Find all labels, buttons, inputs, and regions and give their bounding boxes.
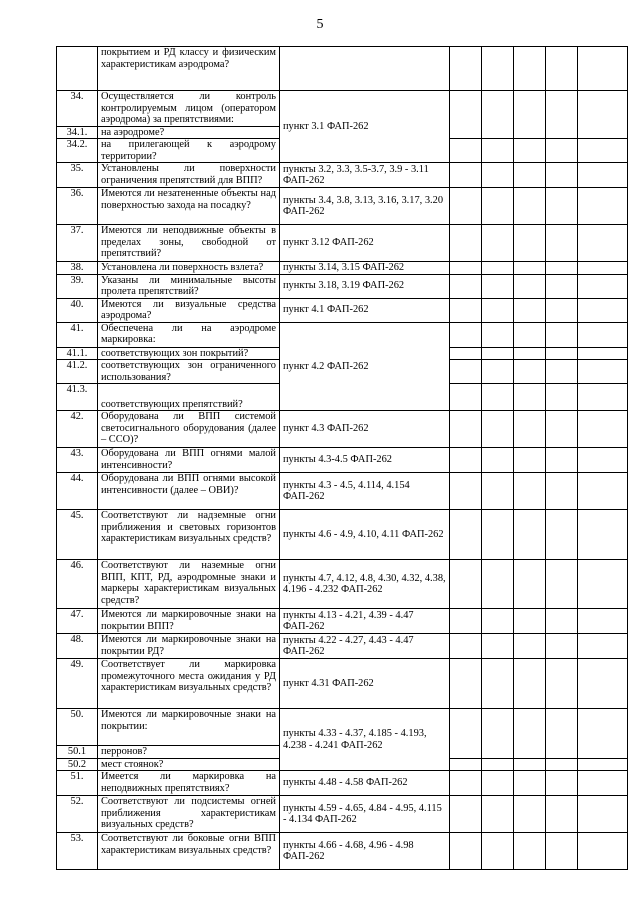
- row-question: Оборудована ли ВПП огнями высокой интенсивности (далее – ОВИ)?: [98, 473, 280, 510]
- answer-cell-notes: [578, 796, 628, 833]
- answer-cell-notes: [578, 448, 628, 473]
- answer-cell-no: [482, 411, 514, 448]
- table-row: [57, 298, 628, 322]
- answer-cell-yes: [450, 47, 482, 91]
- table-row: [57, 188, 628, 225]
- answer-cell-na: [514, 659, 546, 709]
- answer-cell-no: [482, 274, 514, 298]
- table-row: [57, 510, 628, 560]
- answer-cell-notes: [578, 411, 628, 448]
- row-question: Оборудована ли ВПП огнями малой интенсивности?: [98, 448, 280, 473]
- row-question: мест стоянок?: [98, 758, 280, 771]
- answer-cell-notes: [578, 833, 628, 870]
- answer-cell-extra: [546, 360, 578, 384]
- answer-cell-notes: [578, 659, 628, 709]
- answer-cell-extra: [546, 609, 578, 634]
- answer-cell-extra: [546, 262, 578, 275]
- row-reference: пункты 4.33 - 4.37, 4.185 - 4.193, 4.238 - 4.241 ФАП-262: [280, 709, 450, 771]
- answer-cell-yes: [450, 347, 482, 360]
- row-question: соответствующих зон покрытий?: [98, 347, 280, 360]
- answer-cell-notes: [578, 139, 628, 163]
- answer-cell-yes: [450, 473, 482, 510]
- answer-cell-na: [514, 771, 546, 796]
- table-row: [57, 771, 628, 796]
- answer-cell-na: [514, 225, 546, 262]
- row-reference: пункты 4.13 - 4.21, 4.39 - 4.47 ФАП-262: [280, 609, 450, 634]
- table-row: [57, 91, 628, 127]
- answer-cell-na: [514, 833, 546, 870]
- row-question: на аэродроме?: [98, 126, 280, 139]
- row-number: 49.: [57, 659, 98, 709]
- answer-cell-no: [482, 833, 514, 870]
- row-question: перронов?: [98, 746, 280, 759]
- answer-cell-no: [482, 384, 514, 411]
- answer-cell-extra: [546, 322, 578, 347]
- table-row: [57, 322, 628, 347]
- row-number: 46.: [57, 560, 98, 609]
- row-number: 43.: [57, 448, 98, 473]
- row-reference: пункт 4.31 ФАП-262: [280, 659, 450, 709]
- table-row: [57, 262, 628, 275]
- answer-cell-na: [514, 298, 546, 322]
- answer-cell-notes: [578, 47, 628, 91]
- row-number: 48.: [57, 634, 98, 659]
- answer-cell-extra: [546, 163, 578, 188]
- table-row: [57, 163, 628, 188]
- answer-cell-yes: [450, 91, 482, 139]
- answer-cell-notes: [578, 510, 628, 560]
- row-question: соответствующих препятствий?: [98, 384, 280, 411]
- answer-cell-extra: [546, 139, 578, 163]
- answer-cell-na: [514, 411, 546, 448]
- row-reference: пункты 4.3 - 4.5, 4.114, 4.154 ФАП-262: [280, 473, 450, 510]
- row-question: на прилегающей к аэродрому территории?: [98, 139, 280, 163]
- row-reference: пункты 4.59 - 4.65, 4.84 - 4.95, 4.115 - 4.134 ФАП-262: [280, 796, 450, 833]
- answer-cell-na: [514, 709, 546, 759]
- answer-cell-yes: [450, 298, 482, 322]
- answer-cell-na: [514, 139, 546, 163]
- answer-cell-extra: [546, 796, 578, 833]
- answer-cell-yes: [450, 833, 482, 870]
- answer-cell-notes: [578, 771, 628, 796]
- answer-cell-yes: [450, 274, 482, 298]
- row-number: 36.: [57, 188, 98, 225]
- answer-cell-notes: [578, 634, 628, 659]
- answer-cell-extra: [546, 771, 578, 796]
- answer-cell-no: [482, 347, 514, 360]
- row-number: 41.1.: [57, 347, 98, 360]
- table-row: [57, 796, 628, 833]
- row-number: 53.: [57, 833, 98, 870]
- answer-cell-extra: [546, 833, 578, 870]
- answer-cell-yes: [450, 163, 482, 188]
- answer-cell-notes: [578, 225, 628, 262]
- answer-cell-no: [482, 225, 514, 262]
- row-number: 50.: [57, 709, 98, 746]
- answer-cell-extra: [546, 634, 578, 659]
- row-number: 41.: [57, 322, 98, 347]
- answer-cell-no: [482, 634, 514, 659]
- row-number: 50.1: [57, 746, 98, 759]
- answer-cell-yes: [450, 360, 482, 384]
- answer-cell-notes: [578, 91, 628, 139]
- table-row: [57, 634, 628, 659]
- row-number: 47.: [57, 609, 98, 634]
- answer-cell-extra: [546, 659, 578, 709]
- answer-cell-no: [482, 91, 514, 139]
- row-reference: пункты 4.22 - 4.27, 4.43 - 4.47 ФАП-262: [280, 634, 450, 659]
- answer-cell-no: [482, 796, 514, 833]
- answer-cell-extra: [546, 510, 578, 560]
- row-number: 41.3.: [57, 384, 98, 411]
- answer-cell-no: [482, 360, 514, 384]
- answer-cell-na: [514, 360, 546, 384]
- row-number: 45.: [57, 510, 98, 560]
- answer-cell-yes: [450, 448, 482, 473]
- answer-cell-na: [514, 448, 546, 473]
- answer-cell-notes: [578, 709, 628, 759]
- table-row: [57, 560, 628, 609]
- answer-cell-na: [514, 274, 546, 298]
- answer-cell-extra: [546, 384, 578, 411]
- row-question: соответствующих зон ограниченного использования?: [98, 360, 280, 384]
- row-number: 34.: [57, 91, 98, 127]
- row-question: Установлена ли поверхность взлета?: [98, 262, 280, 275]
- row-question: покрытием и РД классу и физическим характеристикам аэродрома?: [98, 47, 280, 91]
- answer-cell-no: [482, 609, 514, 634]
- row-question: Имеются ли визуальные средства аэродрома?: [98, 298, 280, 322]
- answer-cell-notes: [578, 360, 628, 384]
- answer-cell-na: [514, 262, 546, 275]
- row-number: 39.: [57, 274, 98, 298]
- answer-cell-notes: [578, 163, 628, 188]
- answer-cell-yes: [450, 262, 482, 275]
- answer-cell-na: [514, 347, 546, 360]
- answer-cell-notes: [578, 560, 628, 609]
- table-row: [57, 659, 628, 709]
- page-number: 5: [316, 17, 324, 32]
- row-question: Оборудована ли ВПП системой светосигнального оборудования (далее – ССО)?: [98, 411, 280, 448]
- row-reference: пункты 4.6 - 4.9, 4.10, 4.11 ФАП-262: [280, 510, 450, 560]
- row-number: [57, 47, 98, 91]
- answer-cell-na: [514, 473, 546, 510]
- row-reference: пункты 4.48 - 4.58 ФАП-262: [280, 771, 450, 796]
- answer-cell-notes: [578, 384, 628, 411]
- answer-cell-na: [514, 163, 546, 188]
- answer-cell-extra: [546, 91, 578, 139]
- answer-cell-na: [514, 609, 546, 634]
- answer-cell-yes: [450, 560, 482, 609]
- answer-cell-yes: [450, 796, 482, 833]
- row-number: 42.: [57, 411, 98, 448]
- answer-cell-no: [482, 709, 514, 759]
- row-question: Имеются ли маркировочные знаки на покрытии ВПП?: [98, 609, 280, 634]
- row-number: 40.: [57, 298, 98, 322]
- row-question: Осуществляется ли контроль контролируемым лицом (оператором аэродрома) за препятствиями:: [98, 91, 280, 127]
- row-reference: пункт 4.2 ФАП-262: [280, 322, 450, 411]
- table-row: [57, 448, 628, 473]
- answer-cell-no: [482, 560, 514, 609]
- row-question: Имеются ли незатененные объекты над поверхностью захода на посадку?: [98, 188, 280, 225]
- answer-cell-yes: [450, 659, 482, 709]
- answer-cell-na: [514, 188, 546, 225]
- answer-cell-notes: [578, 322, 628, 347]
- row-question: Указаны ли минимальные высоты пролета препятствий?: [98, 274, 280, 298]
- row-question: Соответствуют ли подсистемы огней приближения характеристикам визуальных средств?: [98, 796, 280, 833]
- answer-cell-extra: [546, 709, 578, 759]
- answer-cell-yes: [450, 411, 482, 448]
- answer-cell-no: [482, 758, 514, 771]
- row-reference: пункт 3.12 ФАП-262: [280, 225, 450, 262]
- answer-cell-extra: [546, 188, 578, 225]
- answer-cell-notes: [578, 298, 628, 322]
- answer-cell-extra: [546, 411, 578, 448]
- answer-cell-na: [514, 758, 546, 771]
- row-reference: пункты 4.7, 4.12, 4.8, 4.30, 4.32, 4.38, 4.196 - 4.232 ФАП-262: [280, 560, 450, 609]
- answer-cell-notes: [578, 758, 628, 771]
- row-number: 52.: [57, 796, 98, 833]
- answer-cell-no: [482, 163, 514, 188]
- answer-cell-na: [514, 91, 546, 139]
- row-reference: пункты 4.3-4.5 ФАП-262: [280, 448, 450, 473]
- answer-cell-yes: [450, 384, 482, 411]
- row-reference: пункты 3.14, 3.15 ФАП-262: [280, 262, 450, 275]
- table-row: [57, 609, 628, 634]
- answer-cell-na: [514, 796, 546, 833]
- answer-cell-notes: [578, 274, 628, 298]
- answer-cell-no: [482, 322, 514, 347]
- row-reference: пункты 3.4, 3.8, 3.13, 3.16, 3.17, 3.20 ФАП-262: [280, 188, 450, 225]
- answer-cell-no: [482, 188, 514, 225]
- answer-cell-notes: [578, 262, 628, 275]
- table-row: [57, 411, 628, 448]
- answer-cell-no: [482, 448, 514, 473]
- answer-cell-no: [482, 473, 514, 510]
- row-reference: пункт 4.1 ФАП-262: [280, 298, 450, 322]
- table-row: [57, 709, 628, 746]
- answer-cell-no: [482, 298, 514, 322]
- row-number: 34.1.: [57, 126, 98, 139]
- row-question: Соответствуют ли боковые огни ВПП характеристикам визуальных средств?: [98, 833, 280, 870]
- row-question: Имеются ли маркировочные знаки на покрытии:: [98, 709, 280, 746]
- answer-cell-extra: [546, 225, 578, 262]
- answer-cell-na: [514, 634, 546, 659]
- row-number: 38.: [57, 262, 98, 275]
- row-number: 34.2.: [57, 139, 98, 163]
- row-question: Имеется ли маркировка на неподвижных препятствиях?: [98, 771, 280, 796]
- row-question: Соответствуют ли надземные огни приближения и световых горизонтов характеристикам визуальных средств?: [98, 510, 280, 560]
- row-reference: пункт 3.1 ФАП-262: [280, 91, 450, 163]
- table-row: [57, 473, 628, 510]
- row-reference: [280, 47, 450, 91]
- row-question: Обеспечена ли на аэродроме маркировка:: [98, 322, 280, 347]
- answer-cell-extra: [546, 758, 578, 771]
- answer-cell-notes: [578, 347, 628, 360]
- answer-cell-yes: [450, 758, 482, 771]
- answer-cell-extra: [546, 560, 578, 609]
- row-number: 37.: [57, 225, 98, 262]
- answer-cell-na: [514, 510, 546, 560]
- answer-cell-na: [514, 47, 546, 91]
- row-number: 51.: [57, 771, 98, 796]
- answer-cell-extra: [546, 473, 578, 510]
- table-row: [57, 225, 628, 262]
- answer-cell-yes: [450, 709, 482, 759]
- table-row: [57, 833, 628, 870]
- answer-cell-yes: [450, 609, 482, 634]
- answer-cell-no: [482, 262, 514, 275]
- row-question: Имеются ли неподвижные объекты в пределах зоны, свободной от препятствий?: [98, 225, 280, 262]
- row-number: 35.: [57, 163, 98, 188]
- row-question: Соответствуют ли наземные огни ВПП, КПТ, РД, аэродромные знаки и маркеры характеристикам визуальных средств?: [98, 560, 280, 609]
- row-question: Установлены ли поверхности ограничения препятствий для ВПП?: [98, 163, 280, 188]
- row-question: Соответствует ли маркировка промежуточного места ожидания у РД характеристикам визуальных средств?: [98, 659, 280, 709]
- row-reference: пункты 3.2, 3.3, 3.5-3.7, 3.9 - 3.11 ФАП-262: [280, 163, 450, 188]
- answer-cell-extra: [546, 347, 578, 360]
- answer-cell-yes: [450, 139, 482, 163]
- answer-cell-no: [482, 771, 514, 796]
- answer-cell-na: [514, 384, 546, 411]
- answer-cell-yes: [450, 188, 482, 225]
- answer-cell-yes: [450, 634, 482, 659]
- answer-cell-notes: [578, 188, 628, 225]
- answer-cell-extra: [546, 448, 578, 473]
- row-question: Имеются ли маркировочные знаки на покрытии РД?: [98, 634, 280, 659]
- answer-cell-no: [482, 139, 514, 163]
- answer-cell-no: [482, 47, 514, 91]
- row-number: 50.2: [57, 758, 98, 771]
- answer-cell-extra: [546, 47, 578, 91]
- table-row: [57, 47, 628, 91]
- checklist-table: [56, 46, 628, 870]
- answer-cell-notes: [578, 473, 628, 510]
- row-reference: пункты 4.66 - 4.68, 4.96 - 4.98 ФАП-262: [280, 833, 450, 870]
- table-row: [57, 274, 628, 298]
- answer-cell-yes: [450, 225, 482, 262]
- answer-cell-na: [514, 560, 546, 609]
- answer-cell-na: [514, 322, 546, 347]
- row-number: 41.2.: [57, 360, 98, 384]
- answer-cell-yes: [450, 771, 482, 796]
- answer-cell-extra: [546, 274, 578, 298]
- answer-cell-yes: [450, 322, 482, 347]
- row-number: 44.: [57, 473, 98, 510]
- answer-cell-no: [482, 659, 514, 709]
- row-reference: пункт 4.3 ФАП-262: [280, 411, 450, 448]
- answer-cell-yes: [450, 510, 482, 560]
- answer-cell-notes: [578, 609, 628, 634]
- row-reference: пункты 3.18, 3.19 ФАП-262: [280, 274, 450, 298]
- answer-cell-no: [482, 510, 514, 560]
- answer-cell-extra: [546, 298, 578, 322]
